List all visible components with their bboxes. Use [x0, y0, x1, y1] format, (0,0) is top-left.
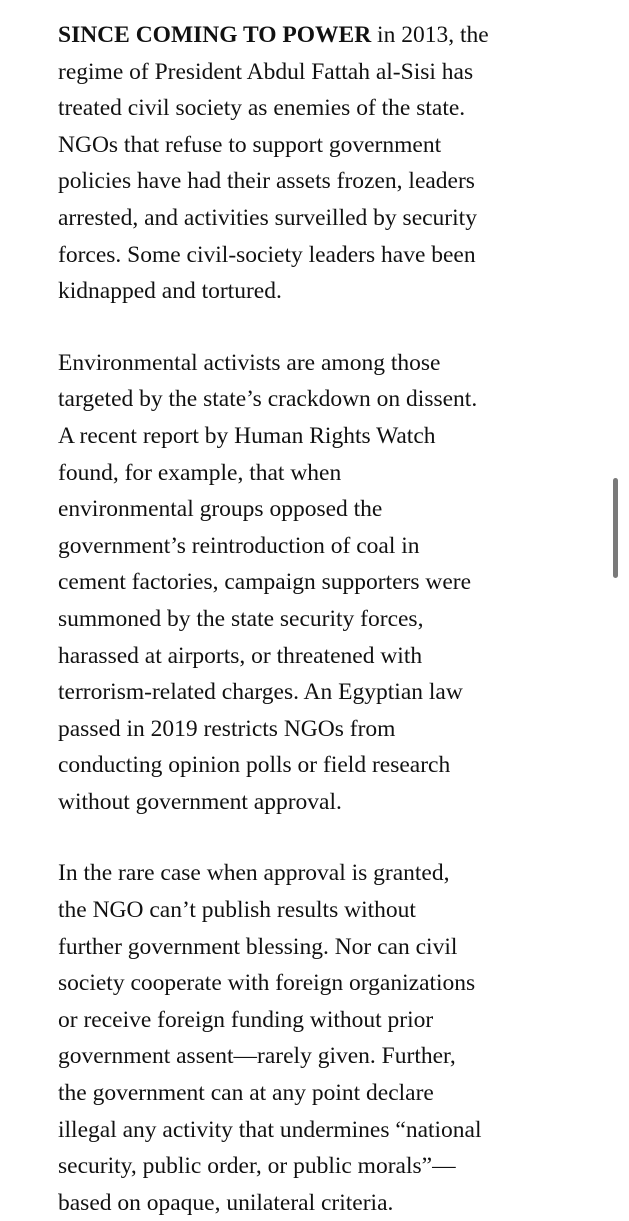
paragraph-line: security, public order, or public morals”—: [58, 1153, 456, 1180]
paragraph-line: A recent report by Human Rights Watch: [58, 422, 436, 449]
paragraph-line: In the rare case when approval is granted,: [58, 860, 450, 887]
paragraph-line: society cooperate with foreign organizations: [58, 970, 476, 997]
paragraph-line: without government approval.: [58, 788, 342, 815]
paragraph-line: environmental groups opposed the: [58, 496, 383, 523]
paragraph-line: in 2013, the: [371, 22, 489, 48]
paragraph-2: [58, 345, 588, 821]
paragraph-line: Environmental activists are among those: [58, 349, 441, 376]
paragraph-line: or receive foreign funding without prior: [58, 1006, 434, 1033]
paragraph-line: based on opaque, unilateral criteria.: [58, 1189, 394, 1216]
paragraph-line: cement factories, campaign supporters were: [58, 569, 472, 596]
paragraph-line: arrested, and activities surveilled by security: [58, 204, 477, 231]
paragraph-1: [58, 17, 588, 310]
paragraph-3: [58, 855, 588, 1221]
paragraph-line: summoned by the state security forces,: [58, 605, 424, 632]
paragraph-line: the government can at any point declare: [58, 1080, 434, 1107]
paragraph-line: found, for example, that when: [58, 459, 342, 486]
paragraph-line: government assent—rarely given. Further,: [58, 1043, 456, 1070]
paragraph-line: treated civil society as enemies of the state.: [58, 95, 466, 122]
paragraph-line: the NGO can’t publish results without: [58, 897, 416, 924]
paragraph-line: illegal any activity that undermines “national: [58, 1116, 482, 1143]
paragraph-line: forces. Some civil-society leaders have been: [58, 241, 476, 268]
vertical-scrollbar[interactable]: [613, 478, 618, 578]
paragraph-line: targeted by the state’s crackdown on dissent.: [58, 386, 478, 413]
paragraph-line: terrorism-related charges. An Egyptian law: [58, 679, 463, 706]
paragraph-line: further government blessing. Nor can civil: [58, 933, 458, 960]
paragraph-line: government’s reintroduction of coal in: [58, 532, 420, 559]
article-body: [58, 17, 588, 1221]
paragraph-line: conducting opinion polls or field research: [58, 752, 451, 779]
paragraph-line: passed in 2019 restricts NGOs from: [58, 715, 396, 742]
paragraph-line: NGOs that refuse to support government: [58, 131, 442, 158]
paragraph-line: regime of President Abdul Fattah al-Sisi has: [58, 58, 474, 85]
lead-in-text: SINCE COMING TO POWER: [58, 22, 372, 48]
paragraph-line: policies have had their assets frozen, leaders: [58, 168, 475, 195]
paragraph-line: kidnapped and tortured.: [58, 278, 282, 305]
paragraph-line: harassed at airports, or threatened with: [58, 642, 423, 669]
